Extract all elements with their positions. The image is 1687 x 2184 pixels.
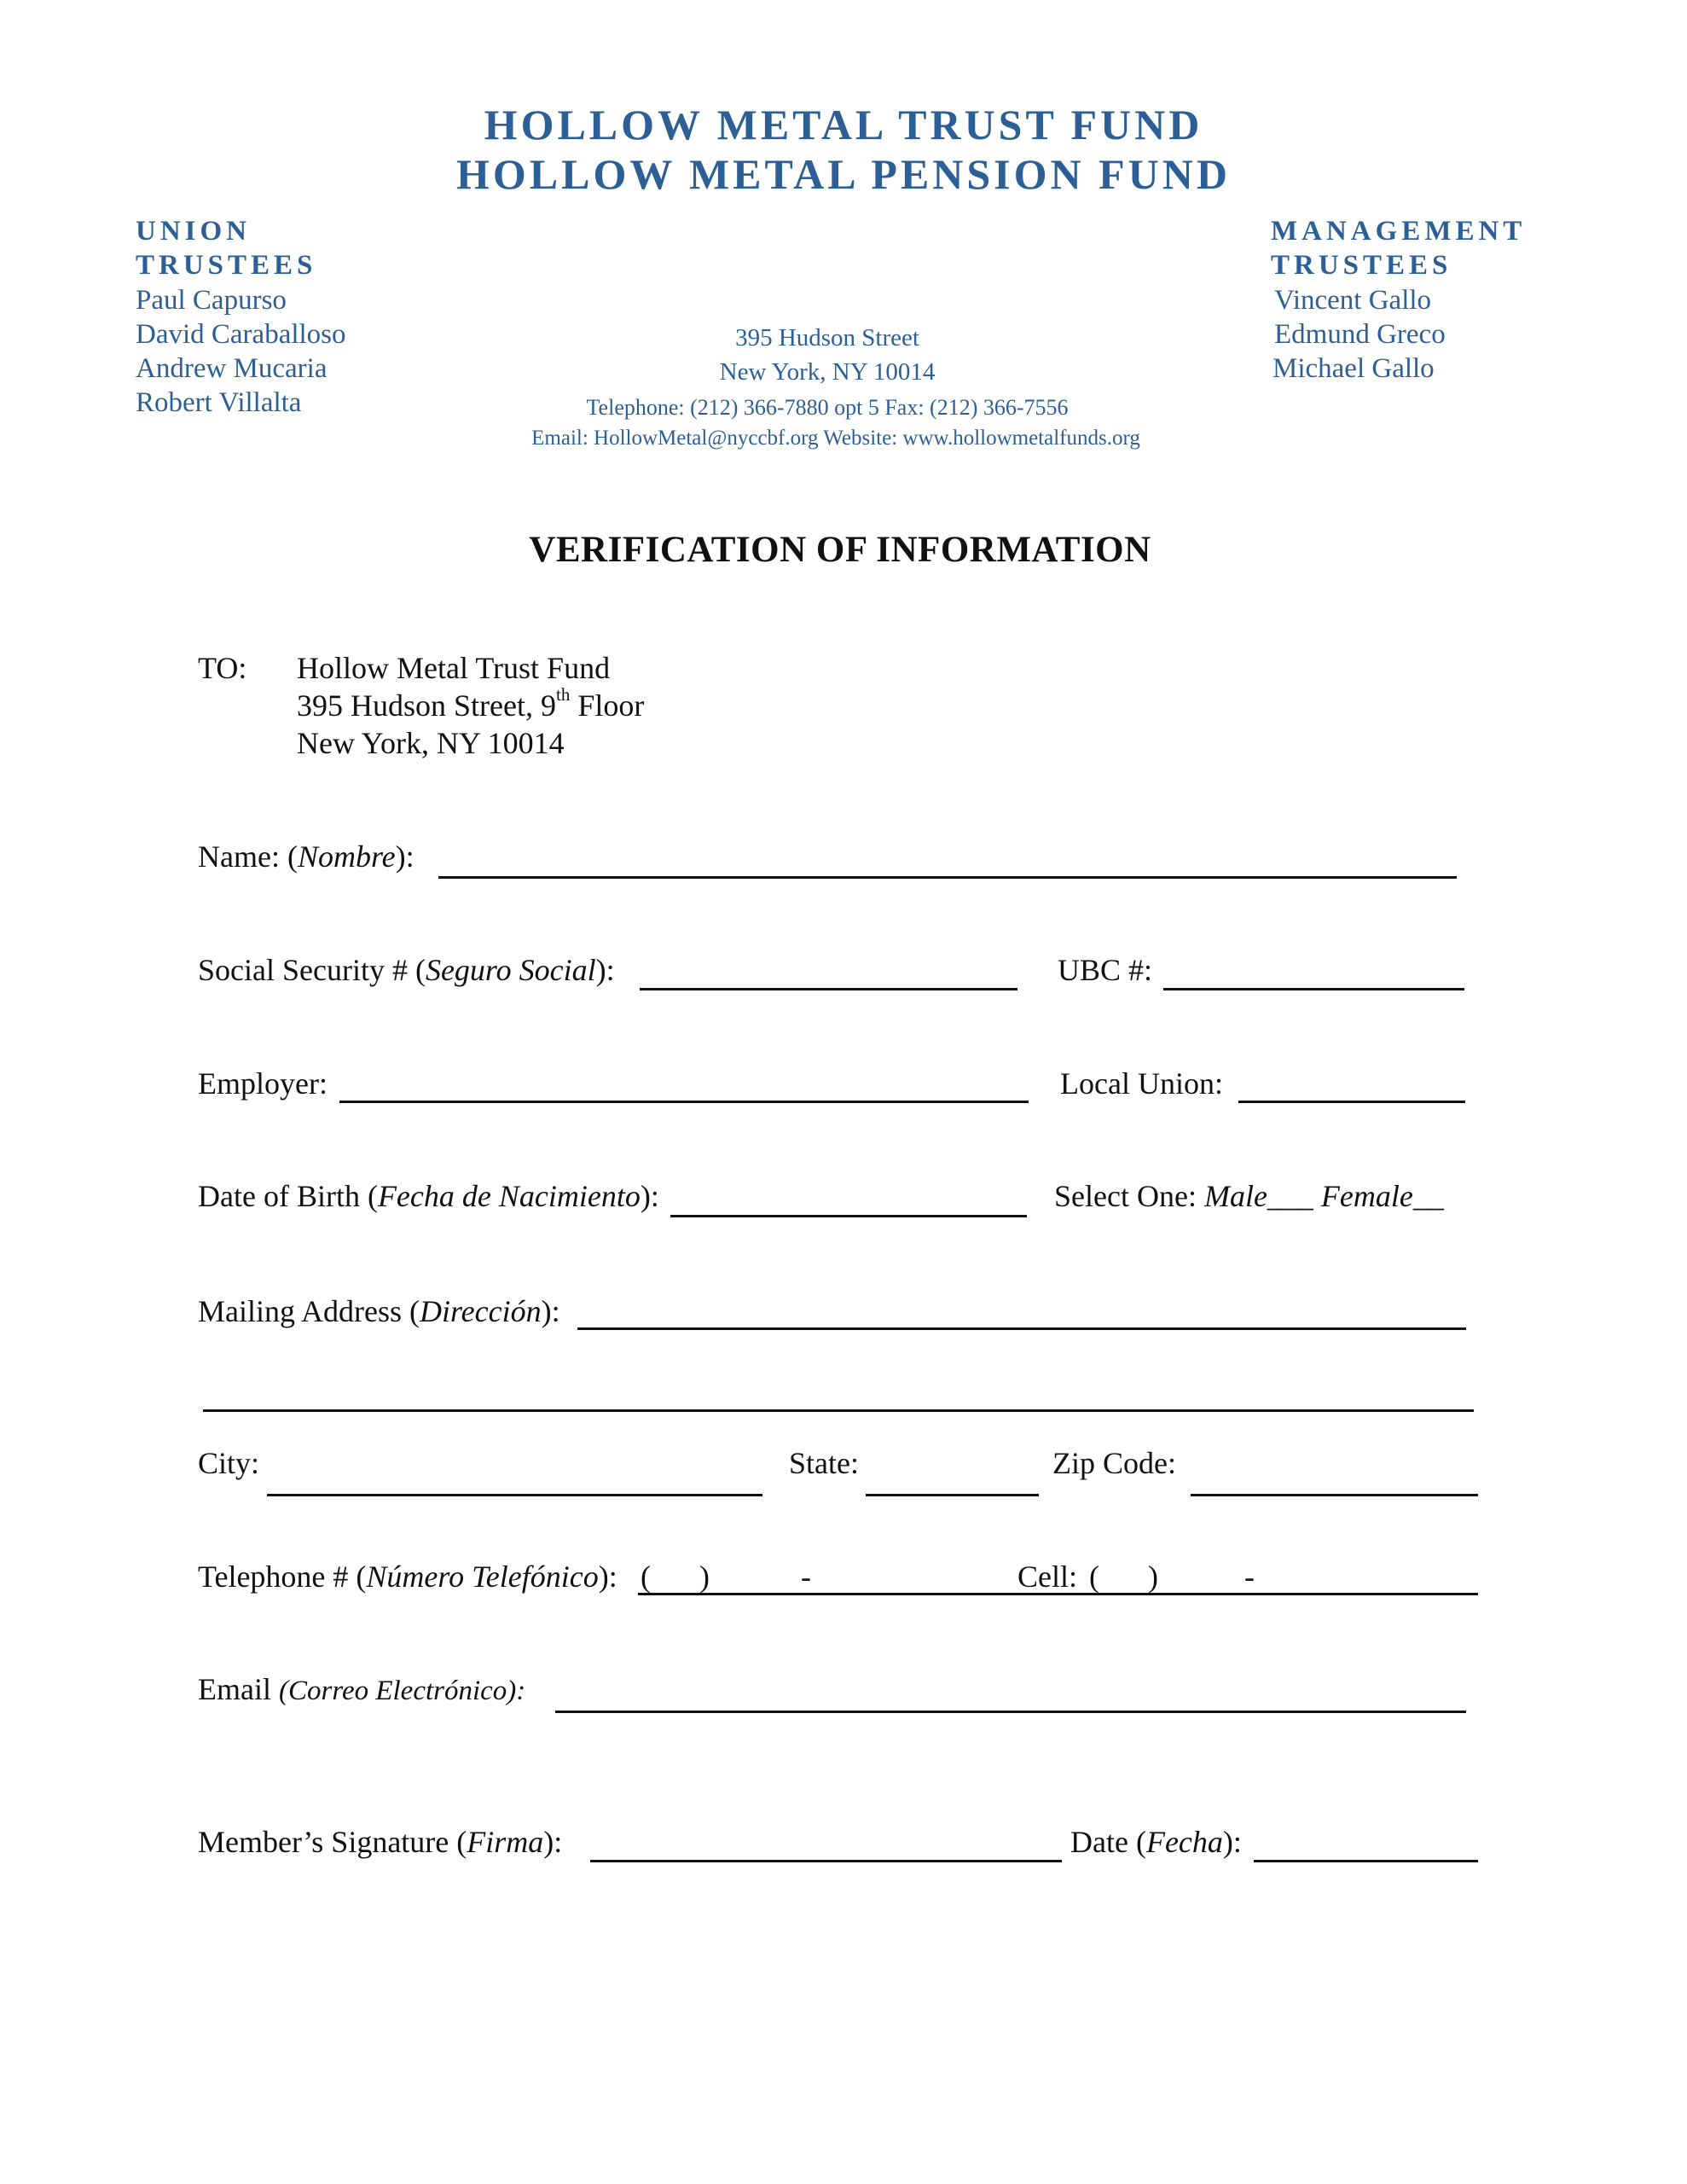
cell-area-open-paren: ( — [1089, 1560, 1099, 1594]
local-union-field[interactable] — [1238, 1101, 1465, 1103]
female-blank[interactable]: __ — [1412, 1179, 1444, 1213]
recipient-floor: Floor — [570, 688, 645, 723]
gender-select — [1054, 1178, 1444, 1214]
form-title: VERIFICATION OF INFORMATION — [529, 530, 1151, 570]
telephone-area-open-paren: ( — [641, 1560, 651, 1594]
city-label: City: — [198, 1446, 260, 1480]
management-trustees-heading-2: TRUSTEES — [1271, 250, 1452, 281]
ssn-field[interactable] — [640, 988, 1017, 990]
mailing-address-field[interactable] — [577, 1327, 1466, 1330]
mailing-address-line-2-field[interactable] — [203, 1409, 1474, 1412]
cell-area-close-paren: ) — [1148, 1560, 1158, 1594]
zip-code-label: Zip Code: — [1052, 1446, 1176, 1480]
management-trustee-name: Edmund Greco — [1274, 319, 1446, 350]
recipient-street — [297, 684, 645, 723]
city-field[interactable] — [267, 1494, 762, 1496]
fund-email-website: Email: HollowMetal@nyccbf.org Website: www.hollowmetalfunds.org — [531, 427, 1140, 450]
name-label: Name: (Nombre): — [198, 839, 415, 874]
recipient-name: Hollow Metal Trust Fund — [297, 651, 611, 685]
mailing-address-label: Mailing Address (Dirección): — [198, 1294, 560, 1328]
date-label: Date (Fecha): — [1070, 1825, 1242, 1859]
union-trustee-name: Andrew Mucaria — [136, 353, 328, 384]
local-union-label: Local Union: — [1060, 1066, 1223, 1101]
zip-code-field[interactable] — [1191, 1494, 1478, 1496]
name-field[interactable] — [438, 876, 1457, 879]
dob-label: Date of Birth (Fecha de Nacimiento): — [198, 1179, 659, 1213]
union-trustee-name: Robert Villalta — [136, 387, 302, 418]
telephone-label: Telephone # (Número Telefónico): — [198, 1560, 617, 1594]
employer-field[interactable] — [339, 1101, 1029, 1103]
management-trustee-name: Michael Gallo — [1272, 353, 1435, 384]
fund-address-street: 395 Hudson Street — [735, 324, 919, 351]
fund-address-city: New York, NY 10014 — [719, 358, 936, 386]
employer-label: Employer: — [198, 1066, 328, 1101]
recipient-street-text: 395 Hudson Street, 9 — [297, 688, 556, 723]
dob-field[interactable] — [670, 1215, 1027, 1217]
ubc-label: UBC #: — [1058, 953, 1153, 987]
management-trustees-heading-1: MANAGEMENT — [1271, 216, 1527, 247]
state-label: State: — [789, 1446, 859, 1480]
union-trustee-name: Paul Capurso — [136, 285, 287, 316]
ssn-label: Social Security # (Seguro Social): — [198, 953, 615, 987]
telephone-area-close-paren: ) — [699, 1560, 710, 1594]
ordinal-suffix: th — [555, 684, 571, 705]
fund-title-trust: HOLLOW METAL TRUST FUND — [484, 101, 1203, 148]
telephone-cell-field[interactable] — [638, 1593, 1478, 1595]
to-label: TO: — [198, 651, 247, 685]
signature-label: Member’s Signature (Firma): — [198, 1825, 563, 1859]
union-trustees-heading-1: UNION — [136, 216, 252, 247]
gender-option-male[interactable]: Male — [1203, 1179, 1267, 1213]
ubc-field[interactable] — [1163, 988, 1464, 990]
cell-dash: - — [1244, 1560, 1255, 1594]
date-field[interactable] — [1254, 1860, 1478, 1862]
union-trustee-name: David Caraballoso — [136, 319, 346, 350]
management-trustee-name: Vincent Gallo — [1274, 285, 1432, 316]
telephone-dash: - — [801, 1560, 811, 1594]
email-field[interactable] — [555, 1711, 1466, 1713]
signature-field[interactable] — [590, 1860, 1062, 1862]
gender-label: Select One: — [1054, 1179, 1204, 1213]
union-trustees-heading-2: TRUSTEES — [136, 250, 317, 281]
email-label: Email (Correo Electrónico): — [198, 1672, 526, 1706]
fund-title-pension: HOLLOW METAL PENSION FUND — [456, 150, 1231, 198]
fund-phone-fax: Telephone: (212) 366-7880 opt 5 Fax: (212) 366-7556 — [586, 395, 1069, 420]
gender-option-female[interactable]: Female — [1320, 1179, 1413, 1213]
cell-label: Cell: — [1017, 1560, 1077, 1594]
state-field[interactable] — [866, 1494, 1039, 1496]
recipient-city: New York, NY 10014 — [297, 726, 565, 760]
male-blank[interactable]: ___ — [1267, 1179, 1313, 1213]
